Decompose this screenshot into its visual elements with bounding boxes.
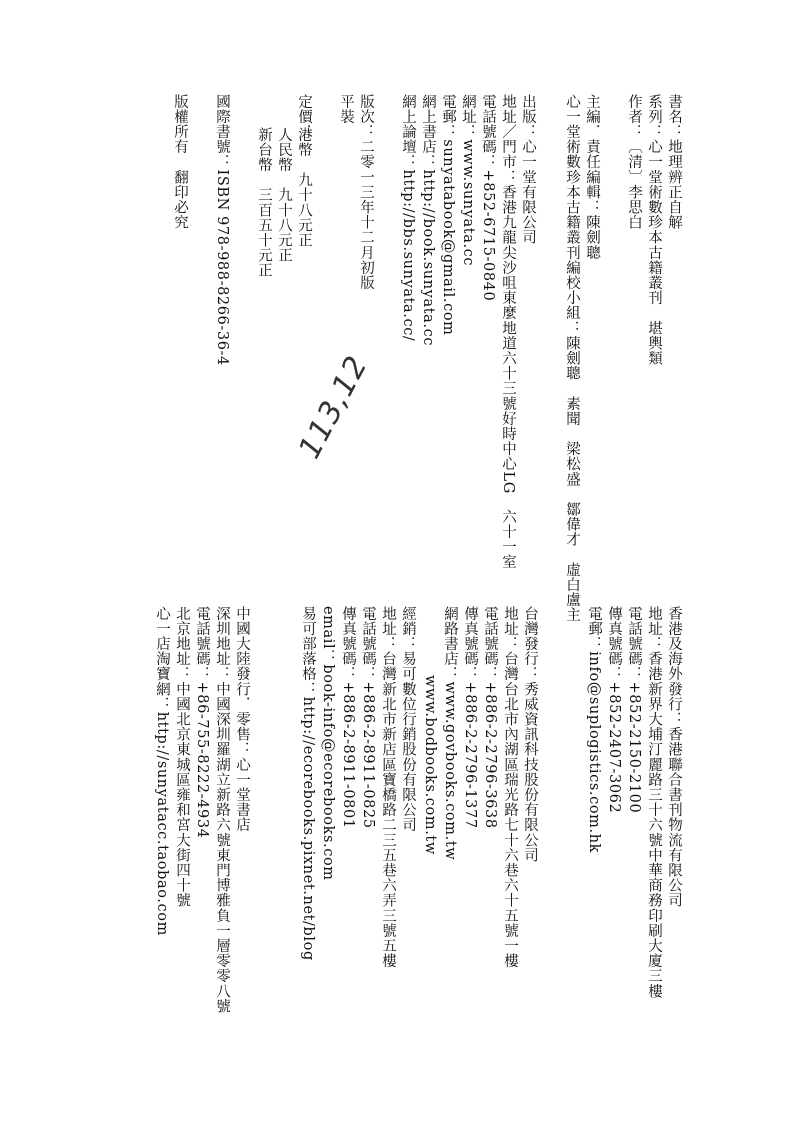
hk-address: 地址：香港新界大埔汀麗路三十六號中華商務印刷大廈三樓 bbox=[646, 606, 662, 999]
tw-dealer-blog: 易可部落格：http://ecorebooks.pixnet.net/blog bbox=[300, 606, 316, 961]
tw-dealer-phone: 電話號碼：+886-2-8911-0825 bbox=[360, 606, 376, 829]
publisher-address: 地址／門市：香港九龍尖沙咀東麼地道六十三號好時中心LG 六十一室 bbox=[500, 94, 516, 570]
copyright-notice: 版權所有 翻印必究 bbox=[172, 94, 188, 230]
author: 作者：〔清〕李思白 bbox=[626, 94, 642, 230]
isbn: 國際書號：ISBN 978-988-8266-36-4 bbox=[214, 94, 230, 366]
publisher-phone: 電話號碼：+852-6715-0840 bbox=[480, 94, 496, 302]
tw-online-store-2: www.bodbooks.com.tw bbox=[422, 675, 438, 855]
tw-distributor: 台灣發行：秀威資訊科技股份有限公司 bbox=[522, 606, 538, 863]
edition: 版次：二零一三年十二月初版 bbox=[358, 94, 374, 291]
price-hkd: 港幣 九十八元正 bbox=[296, 127, 312, 248]
tw-dealer: 經銷：易可數位行銷股份有限公司 bbox=[400, 606, 416, 833]
cn-phone: 電話號碼：+86-755-8222-4934 bbox=[194, 606, 210, 839]
editor: 主編．責任編輯：陳劍聰 bbox=[584, 94, 600, 261]
hk-fax: 傳真號碼：+852-2407-3062 bbox=[606, 606, 622, 814]
cn-distributor: 中國大陸發行．零售：心一堂書店 bbox=[234, 606, 250, 833]
binding: 平裝 bbox=[338, 94, 354, 125]
editorial-group: 心一堂術數珍本古籍叢刊編校小組：陳劍聰 素聞 梁松盛 鄒偉才 虛白盧主 bbox=[564, 94, 580, 623]
price-twd: 新台幣 三百五十元正 bbox=[256, 127, 272, 278]
tw-address: 地址：台灣台北市內湖區瑞光路七十六巷六十五號一樓 bbox=[502, 606, 518, 969]
online-store: 網上書店：http://book.sunyata.cc bbox=[420, 94, 436, 347]
publisher-website: 網址：www.sunyata.cc bbox=[460, 94, 476, 267]
handwritten-note: 113,12 bbox=[292, 350, 376, 465]
tw-fax: 傳真號碼：+886-2-2796-1377 bbox=[462, 606, 478, 829]
book-name: 書名：地理辨正自解 bbox=[666, 94, 682, 230]
tw-dealer-address: 地址：台灣新北市新店區寶橋路二三五巷六弄三號五樓 bbox=[380, 606, 396, 969]
tw-dealer-fax: 傳真號碼：+886-2-8911-0801 bbox=[340, 606, 356, 829]
online-forum: 網上論壇：http://bbs.sunyata.cc/ bbox=[400, 94, 416, 342]
hk-email: 電郵：info@suplogistics.com.hk bbox=[586, 606, 602, 854]
price-label: 定價： bbox=[296, 94, 312, 140]
cn-taobao: 心一店淘寶網：http://sunyatacc.taobao.com bbox=[154, 606, 170, 936]
price-rmb: 人民幣 九十八元正 bbox=[276, 127, 292, 263]
cn-shenzhen-address: 深圳地址：中國深圳羅湖立新路六號東門博雅負一層零零八號 bbox=[214, 606, 230, 1014]
publisher: 出版：心一堂有限公司 bbox=[520, 94, 536, 245]
hk-distributor: 香港及海外發行：香港聯合書刊物流有限公司 bbox=[666, 606, 682, 908]
series: 系列：心一堂術數珍本古籍叢刊 堪輿類 bbox=[646, 94, 662, 366]
tw-dealer-email: email：book-info@ecorebooks.com bbox=[320, 606, 336, 881]
cn-beijing-address: 北京地址：中國北京東城區雍和宮大街四十號 bbox=[174, 606, 190, 908]
tw-online-store: 網路書店：www.govbooks.com.tw bbox=[442, 606, 458, 861]
hk-phone: 電話號碼：+852-2150-2100 bbox=[626, 606, 642, 814]
publisher-email: 電郵：sunyatabook@gmail.com bbox=[440, 94, 456, 336]
tw-phone: 電話號碼：+886-2-2796-3638 bbox=[482, 606, 498, 829]
